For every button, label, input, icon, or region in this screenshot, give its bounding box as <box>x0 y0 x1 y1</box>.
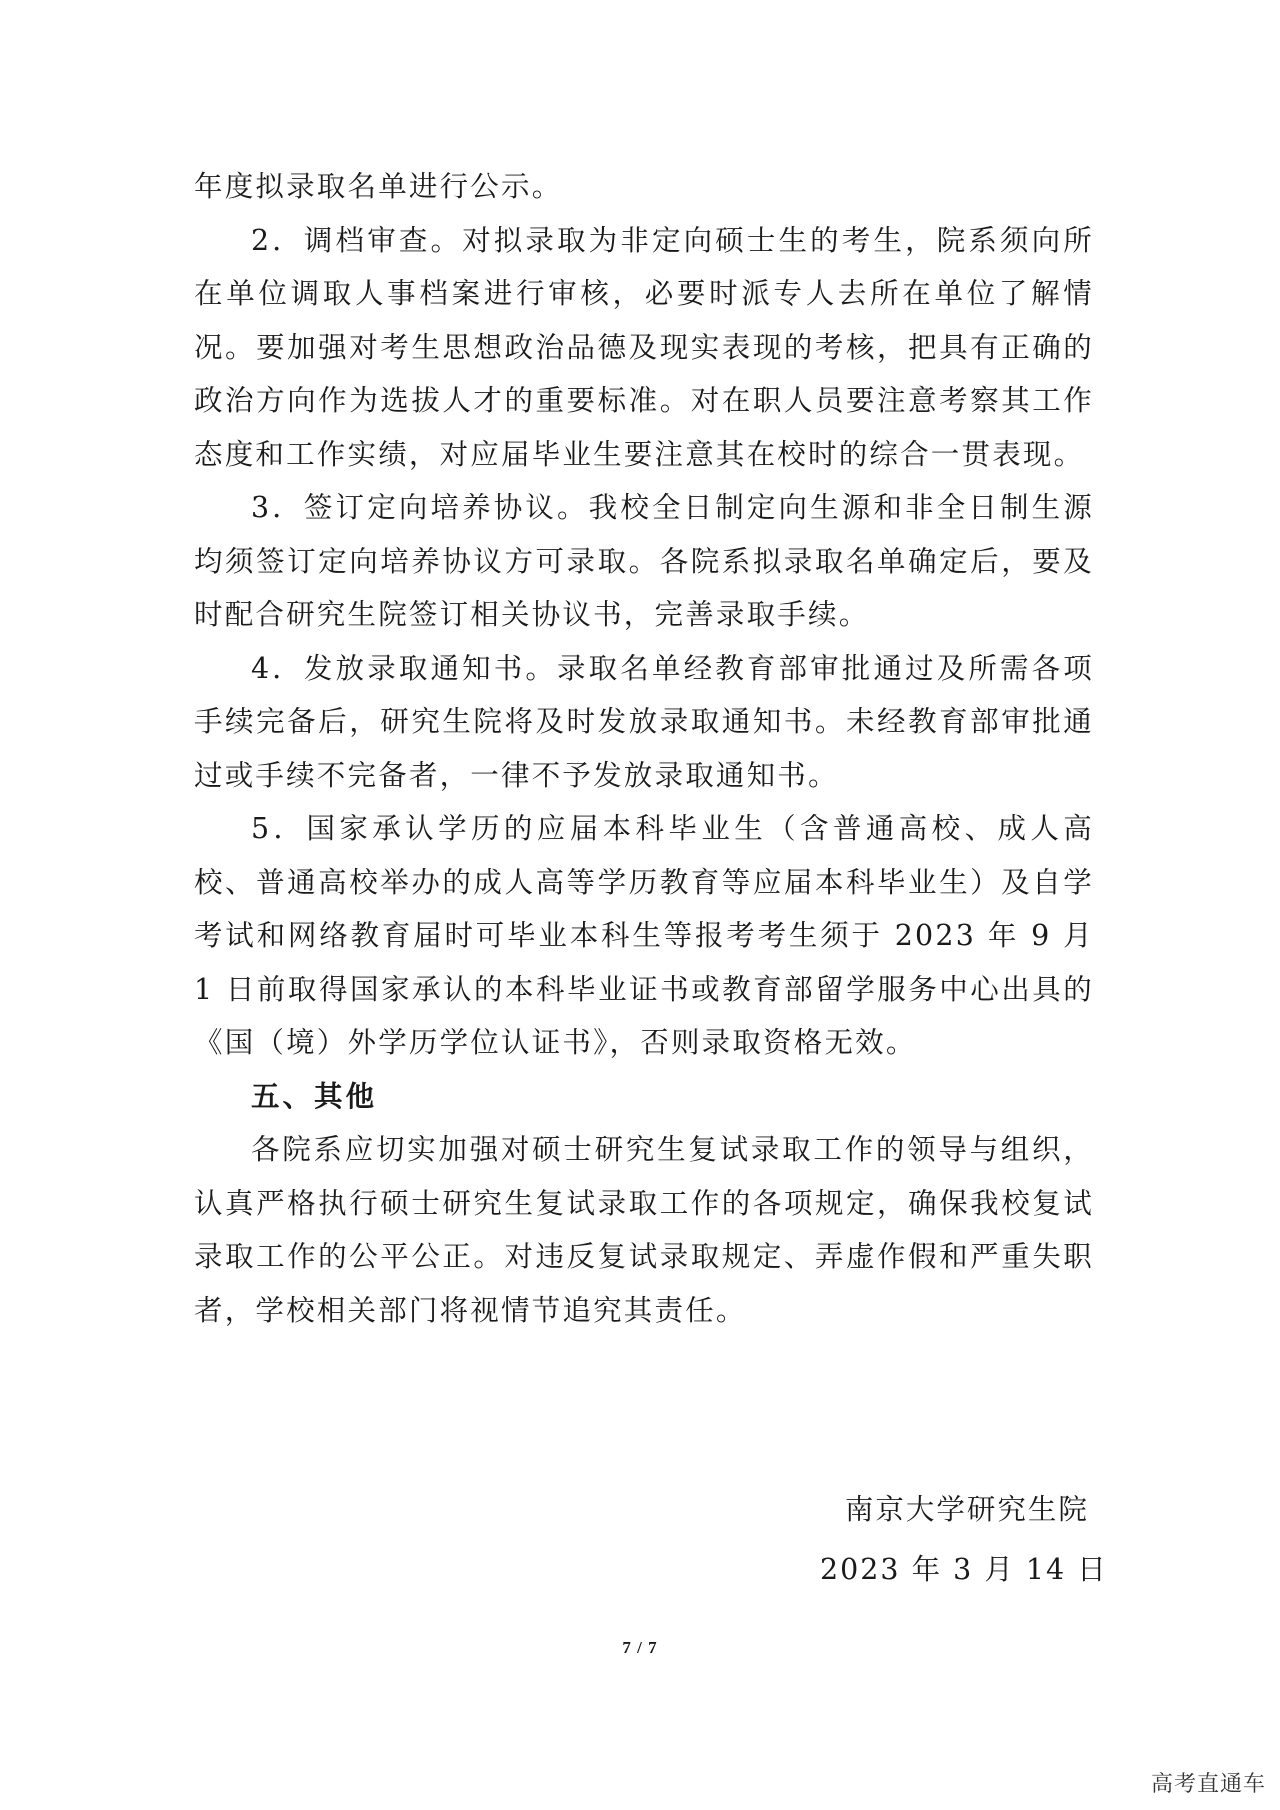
signature-date: 2023 年 3 月 14 日 <box>820 1553 1108 1586</box>
section-heading-other: 五、其他 <box>251 1079 378 1113</box>
paragraph-graduation-requirement: 5．国家承认学历的应届本科毕业生（含普通高校、成人高校、普通高校举办的成人高等学历教育等应届本科毕业生）及自学考试和网络教育届时可毕业本科生等报考考生须于 2023 年 9 月 1 日前取得国家承认的本科毕业证书或教育部留学服务中心出具的《国（境）外学历学位认证书》，否则录取资格无效。 <box>194 812 1094 1059</box>
paragraph-continuation: 年度拟录取名单进行公示。 <box>194 170 563 203</box>
signature-organization: 南京大学研究生院 <box>844 1493 1089 1526</box>
paragraph-training-agreement: 3．签订定向培养协议。我校全日制定向生源和非全日制生源均须签订定向培养协议方可录取。各院系拟录取名单确定后，要及时配合研究生院签订相关协议书，完善录取手续。 <box>194 491 1094 631</box>
paragraph-file-review: 2．调档审查。对拟录取为非定向硕士生的考生，院系须向所在单位调取人事档案进行审核，必要时派专人去所在单位了解情况。要加强对考生思想政治品德及现实表现的考核，把具有正确的政治方向作为选拔人才的重要标准。对在职人员要注意考察其工作态度和工作实绩，对应届毕业生要注意其在校时的综合一贯表现。 <box>194 223 1094 471</box>
page-number: 7 / 7 <box>622 1638 658 1657</box>
watermark-logo-text: 高考直通车 <box>1150 1772 1266 1797</box>
document-body <box>194 160 1094 1337</box>
paragraph-closing: 各院系应切实加强对硕士研究生复试录取工作的领导与组织，认真严格执行硕士研究生复试录取工作的各项规定，确保我校复试录取工作的公平公正。对违反复试录取规定、弄虚作假和严重失职者，学校相关部门将视情节追究其责任。 <box>194 1133 1094 1327</box>
signature-block <box>820 1480 1108 1600</box>
paragraph-admission-notice: 4．发放录取通知书。录取名单经教育部审批通过及所需各项手续完备后，研究生院将及时发放录取通知书。未经教育部审批通过或手续不完备者，一律不予发放录取通知书。 <box>194 651 1094 792</box>
